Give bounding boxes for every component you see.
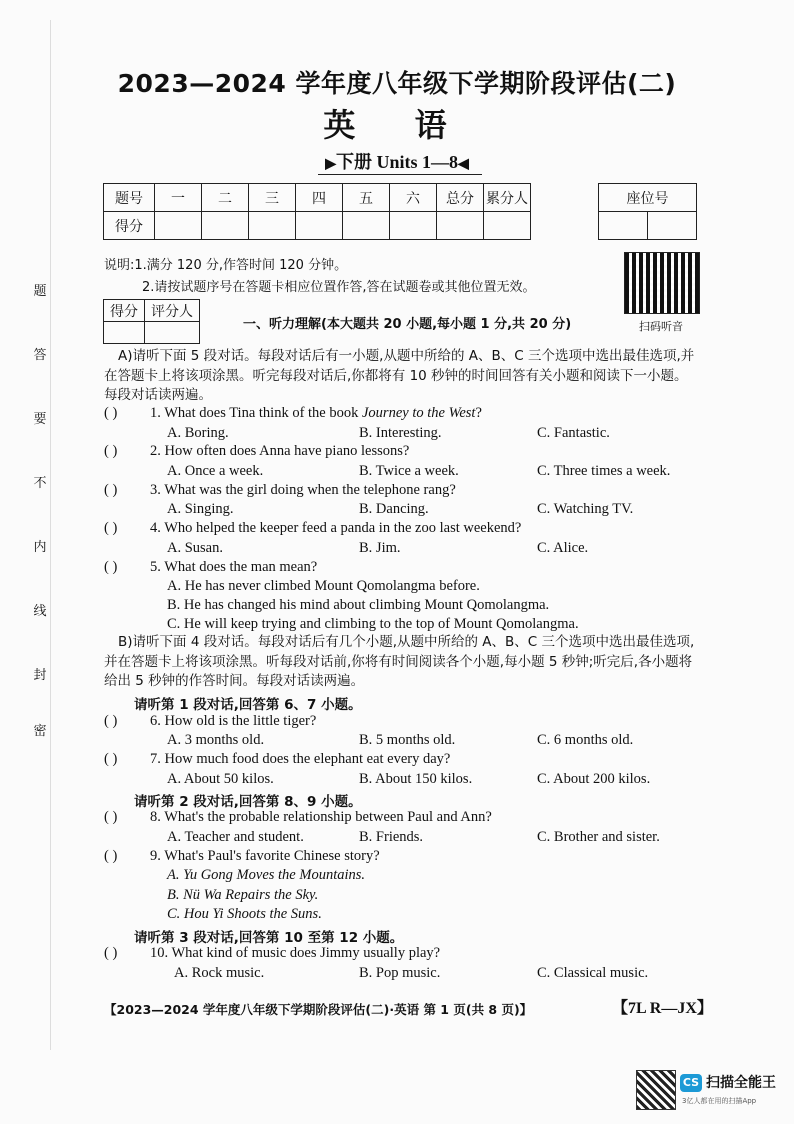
option-b[interactable]: B. Interesting.	[359, 425, 442, 441]
dialog-1-instruction: 请听第 1 段对话,回答第 6、7 小题。	[134, 697, 362, 713]
option-a[interactable]: A. Singing.	[167, 501, 234, 517]
side-binding-text	[30, 280, 50, 740]
score-row-label: 得分	[104, 212, 155, 240]
page-footer: 【2023—2024 学年度八年级下学期阶段评估(二)·英语 第 1 页(共 8 页)】	[104, 1002, 533, 1017]
score-cell[interactable]	[202, 212, 249, 240]
option-c[interactable]: C. About 200 kilos.	[537, 771, 651, 787]
subject-title: 英 语	[323, 106, 471, 144]
option-a[interactable]: A. Rock music.	[174, 965, 265, 981]
score-cell[interactable]	[437, 212, 484, 240]
question-2: ( ) 2. How often does Anna have piano lessons?	[104, 443, 410, 459]
side-char: 内	[33, 540, 47, 555]
seat-cell[interactable]	[648, 212, 697, 240]
part-b-instructions: B)请听下面 4 段对话。每段对话后有几个小题,从题中所给的 A、B、C 三个选项中选出最佳选项,并在答题卡上将该项涂黑。听每段对话前,你将有时间阅读各个小题,每小题 5 秒钟;听完后,各小题将给出 5 秒钟的作答时间。每段对话读两遍。	[104, 634, 695, 689]
question-1: ( ) 1. What does Tina think of the book Journey to the West?	[104, 405, 482, 421]
watermark-app-name: 扫描全能王	[706, 1075, 776, 1091]
option-b[interactable]: B. About 150 kilos.	[359, 771, 473, 787]
volume-label	[0, 148, 794, 174]
score-header-cell: 总分	[437, 184, 484, 212]
score-header-cell: 四	[296, 184, 343, 212]
option-b[interactable]: B. Nü Wa Repairs the Sky.	[167, 887, 319, 903]
score-header-cell: 题号	[104, 184, 155, 212]
note-line-1: 说明:1.满分 120 分,作答时间 120 分钟。	[104, 258, 348, 273]
question-7: ( ) 7. How much food does the elephant eat every day?	[104, 751, 451, 767]
option-c[interactable]: C. Watching TV.	[537, 501, 634, 517]
option-a[interactable]: A. Boring.	[167, 425, 229, 441]
option-c[interactable]: C. Brother and sister.	[537, 829, 660, 845]
score-header-cell: 三	[249, 184, 296, 212]
question-3: ( ) 3. What was the girl doing when the telephone rang?	[104, 482, 456, 498]
note-line-2: 2.请按试题序号在答题卡相应位置作答,答在试题卷或其他位置无效。	[142, 280, 536, 295]
dialog-3-instruction: 请听第 3 段对话,回答第 10 至第 12 小题。	[134, 930, 404, 946]
side-char: 要	[33, 412, 47, 427]
binding-line	[50, 20, 51, 1050]
volume-underline	[318, 174, 482, 175]
section-heading: 一、听力理解(本大题共 20 小题,每小题 1 分,共 20 分)	[243, 317, 572, 332]
question-5: ( ) 5. What does the man mean?	[104, 559, 318, 575]
grader-name-label: 评分人	[145, 300, 200, 322]
camscanner-logo-icon: CS	[680, 1074, 702, 1092]
volume-text: 下册 Units 1—8	[335, 152, 458, 172]
score-header-cell: 五	[343, 184, 390, 212]
seat-label: 座位号	[599, 184, 697, 212]
option-b[interactable]: B. 5 months old.	[359, 732, 456, 748]
option-c[interactable]: C. Hou Yi Shoots the Suns.	[167, 906, 322, 922]
seat-cell[interactable]	[599, 212, 648, 240]
option-a[interactable]: A. About 50 kilos.	[167, 771, 274, 787]
score-cell[interactable]	[343, 212, 390, 240]
option-b[interactable]: B. Dancing.	[359, 501, 429, 517]
score-cell[interactable]	[296, 212, 343, 240]
side-char: 答	[33, 348, 47, 363]
side-char: 线	[33, 604, 47, 619]
option-a[interactable]: A. 3 months old.	[167, 732, 265, 748]
grader-table	[103, 299, 200, 344]
option-a[interactable]: A. Once a week.	[167, 463, 264, 479]
question-8: ( ) 8. What's the probable relationship between Paul and Ann?	[104, 809, 492, 825]
qr-code-icon[interactable]	[624, 252, 700, 314]
score-cell[interactable]	[484, 212, 531, 240]
question-4: ( ) 4. Who helped the keeper feed a panda in the zoo last weekend?	[104, 520, 522, 536]
score-header-cell: 二	[202, 184, 249, 212]
option-c[interactable]: C. Three times a week.	[537, 463, 671, 479]
side-char: 密	[33, 724, 47, 739]
option-c[interactable]: C. 6 months old.	[537, 732, 634, 748]
seat-table	[598, 183, 697, 240]
option-a[interactable]: A. He has never climbed Mount Qomolangma before.	[167, 578, 480, 594]
watermark-tagline: 3亿人都在用的扫描App	[682, 1097, 757, 1105]
score-header-cell: 六	[390, 184, 437, 212]
side-char: 题	[33, 284, 47, 299]
score-header-cell: 一	[155, 184, 202, 212]
grader-score-cell[interactable]	[104, 322, 145, 344]
triangle-left-icon: ◀	[458, 157, 469, 172]
option-b[interactable]: B. Pop music.	[359, 965, 441, 981]
grader-score-label: 得分	[104, 300, 145, 322]
question-6: ( ) 6. How old is the little tiger?	[104, 713, 317, 729]
option-b[interactable]: B. Friends.	[359, 829, 424, 845]
option-a[interactable]: A. Yu Gong Moves the Mountains.	[167, 867, 366, 883]
grader-name-cell[interactable]	[145, 322, 200, 344]
watermark-qr-icon	[636, 1070, 676, 1110]
option-c[interactable]: C. He will keep trying and climbing to the top of Mount Qomolangma.	[167, 616, 579, 632]
question-10: ( ) 10. What kind of music does Jimmy usually play?	[104, 945, 441, 961]
score-table	[103, 183, 531, 240]
option-a[interactable]: A. Susan.	[167, 540, 223, 556]
score-cell[interactable]	[155, 212, 202, 240]
question-9: ( ) 9. What's Paul's favorite Chinese story?	[104, 848, 380, 864]
option-c[interactable]: C. Classical music.	[537, 965, 649, 981]
option-b[interactable]: B. Jim.	[359, 540, 401, 556]
qr-label: 扫码听音	[639, 320, 683, 333]
triangle-right-icon: ▶	[325, 157, 336, 172]
part-a-instructions: A)请听下面 5 段对话。每段对话后有一小题,从题中所给的 A、B、C 三个选项中选出最佳选项,并在答题卡上将该项涂黑。听完每段对话后,你都将有 10 秒钟的时间回答有关小题和阅读下一小题。每段对话读两遍。	[104, 348, 695, 403]
option-b[interactable]: B. He has changed his mind about climbing Mount Qomolangma.	[167, 597, 550, 613]
option-b[interactable]: B. Twice a week.	[359, 463, 459, 479]
score-header-cell: 累分人	[484, 184, 531, 212]
option-c[interactable]: C. Fantastic.	[537, 425, 610, 441]
option-a[interactable]: A. Teacher and student.	[167, 829, 304, 845]
exam-title: 2023—2024 学年度八年级下学期阶段评估(二)	[117, 69, 677, 98]
option-c[interactable]: C. Alice.	[537, 540, 589, 556]
dialog-2-instruction: 请听第 2 段对话,回答第 8、9 小题。	[134, 794, 362, 810]
score-cell[interactable]	[249, 212, 296, 240]
score-cell[interactable]	[390, 212, 437, 240]
side-char: 不	[33, 476, 47, 491]
exam-code: 【7L R—JX】	[612, 1000, 713, 1017]
side-char: 封	[33, 668, 47, 683]
